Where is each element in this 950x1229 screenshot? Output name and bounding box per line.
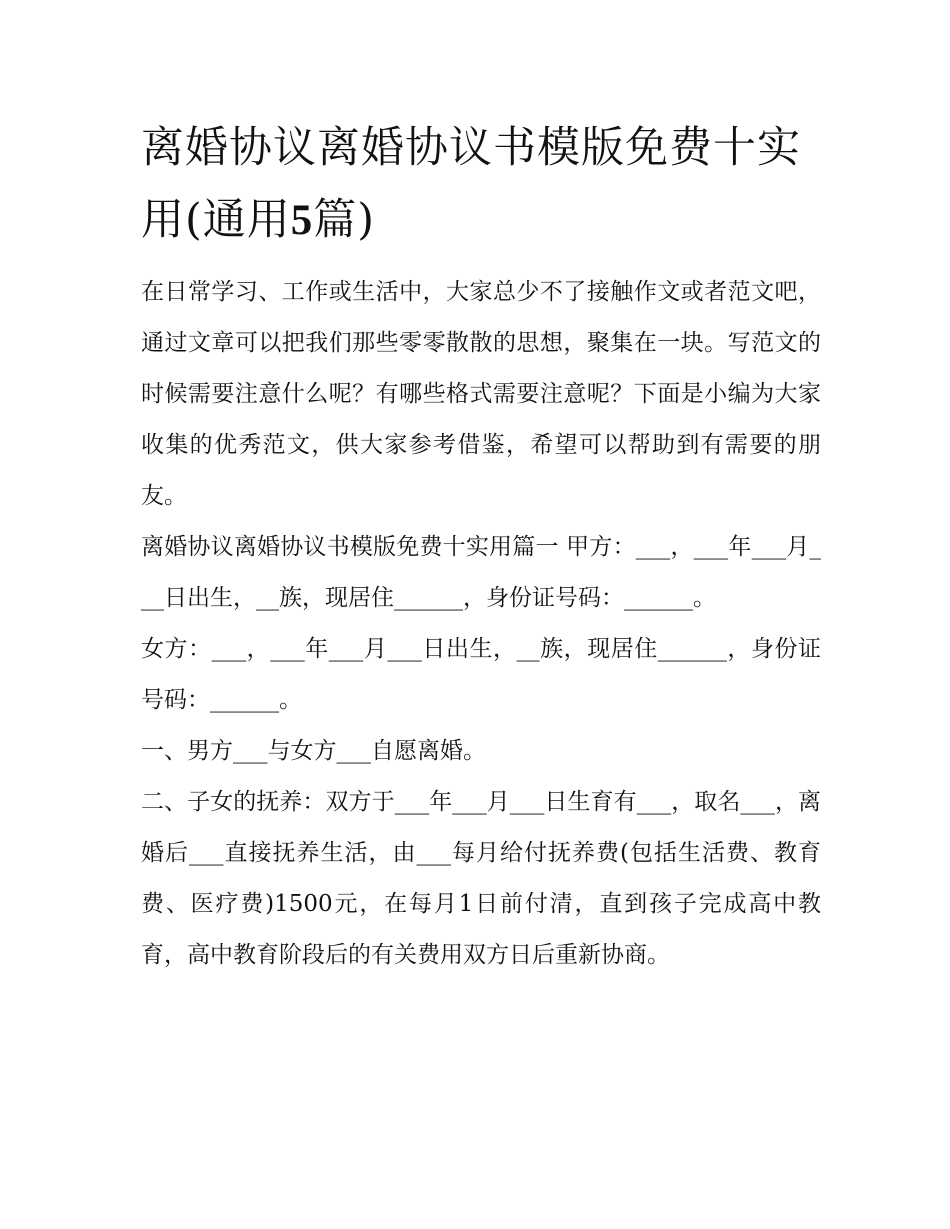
document-title — [141, 112, 821, 257]
party-b-paragraph: 女方：___，___年___月___日出生，__族，现居住______，身份证号码：______。 — [141, 636, 821, 713]
document-page — [141, 112, 821, 981]
intro-paragraph: 在日常学习、工作或生活中，大家总少不了接触作文或者范文吧，通过文章可以把我们那些零零散散的思想，聚集在一块。写范文的时候需要注意什么呢？有哪些格式需要注意呢？下面是小编为大家收集的优秀范文，供大家参考借鉴，希望可以帮助到有需要的朋友。 — [141, 279, 821, 509]
party-a-paragraph: 离婚协议离婚协议书模版免费十实用篇一 甲方：___，___年___月___日出生，__族，现居住______，身份证号码：______。 — [141, 534, 821, 611]
clause-2-paragraph: 二、子女的抚养：双方于___年___月___日生育有___，取名___，离婚后___直接抚养生活，由___每月给付抚养费(包括生活费、教育费、医疗费)1500元，在每月1日前付清，直到孩子完成高中教育，高中教育阶段后的有关费用双方日后重新协商。 — [141, 789, 821, 968]
title-text: 离婚协议离婚协议书模版免费十实用(通用 — [141, 123, 801, 245]
title-number: 5 — [290, 197, 314, 244]
title-text-end: 篇) — [313, 195, 376, 245]
document-body — [141, 267, 821, 981]
clause-1-paragraph: 一、男方___与女方___自愿离婚。 — [141, 738, 486, 764]
